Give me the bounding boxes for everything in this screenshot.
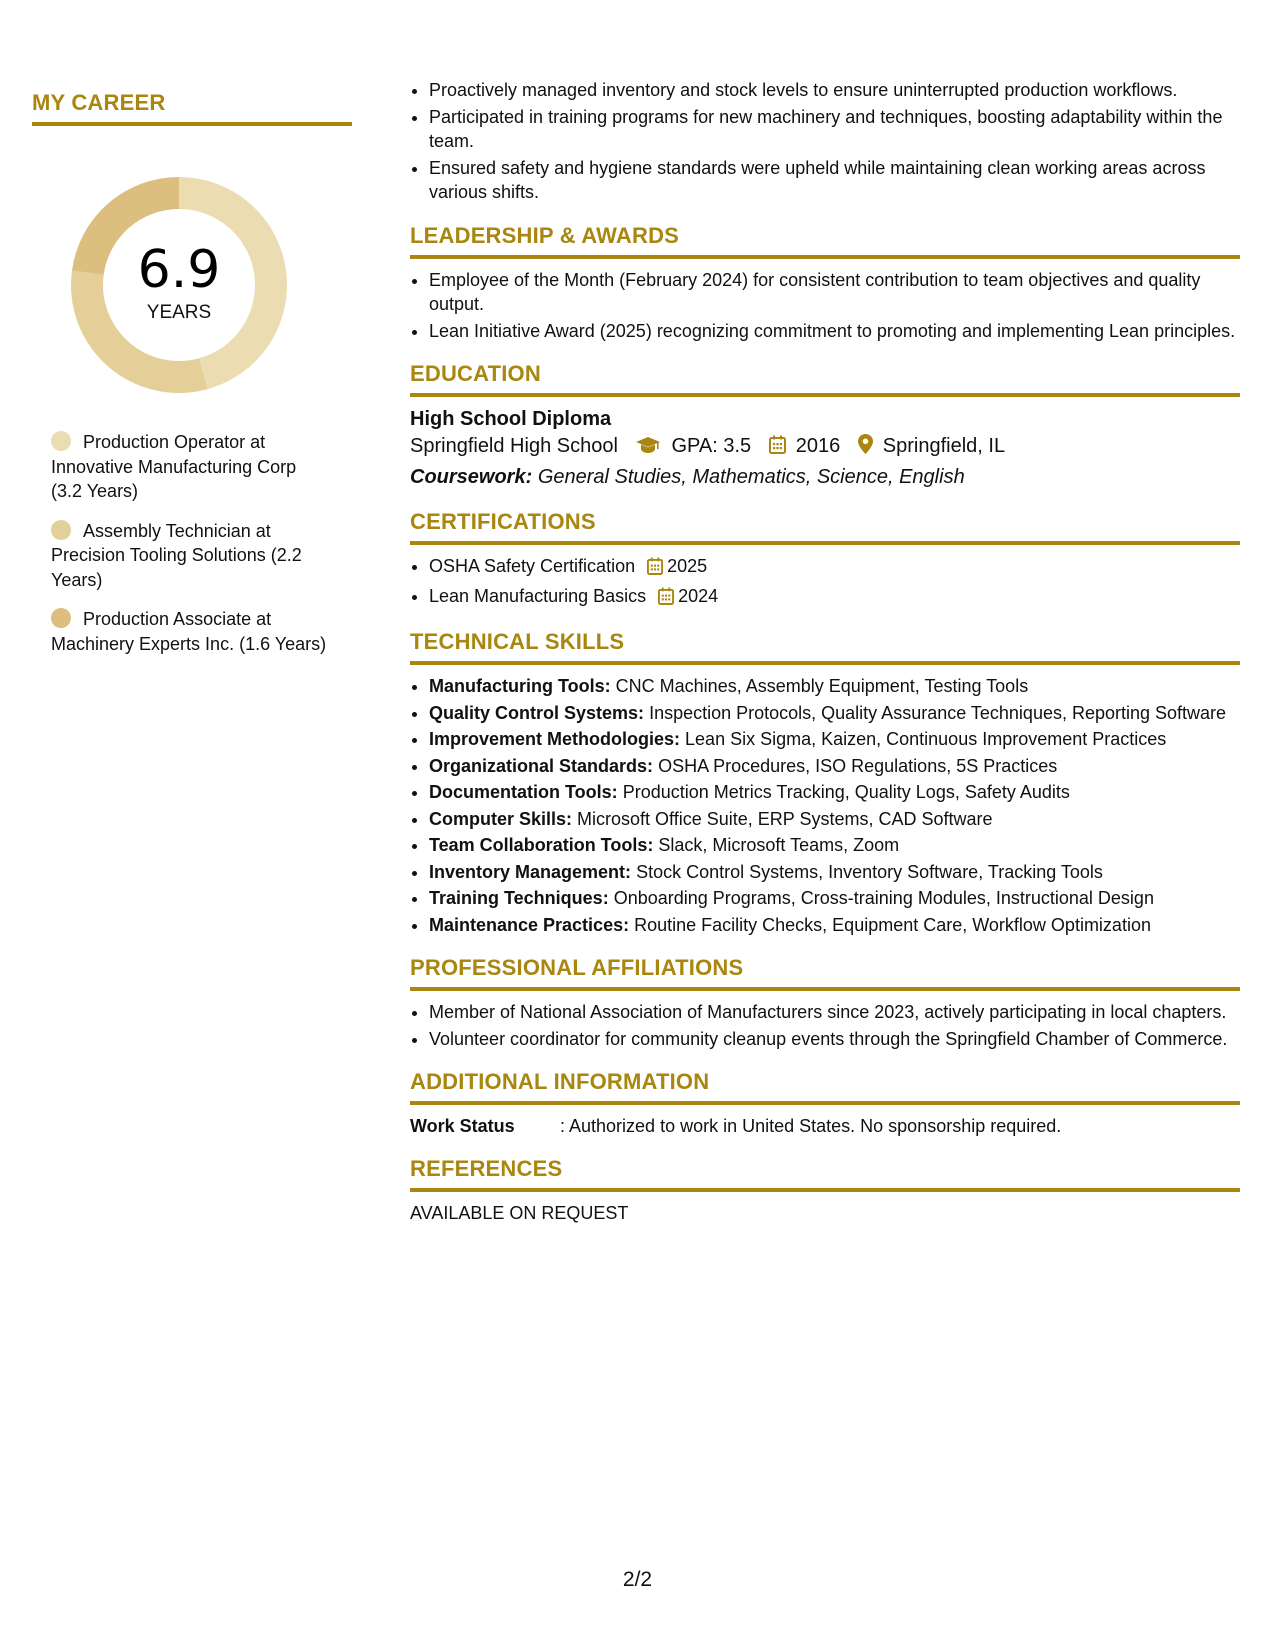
skill-values: Microsoft Office Suite, ERP Systems, CAD Software	[577, 808, 993, 829]
section-title: REFERENCES	[410, 1156, 1240, 1192]
location-pin-icon	[858, 434, 873, 463]
graduation-year: 2016	[795, 435, 841, 457]
coursework-label: Coursework:	[410, 466, 533, 488]
skill-values: Lean Six Sigma, Kaizen, Continuous Improvement Practices	[685, 729, 1167, 749]
skills-section	[410, 629, 1240, 937]
list-item: • Proactively managed inventory and stock levels to ensure uninterrupted production workflows.	[429, 78, 1240, 103]
skill-values: Slack, Microsoft Teams, Zoom	[658, 835, 900, 855]
education-details	[410, 432, 1240, 463]
skill-category: Team Collaboration Tools:	[429, 835, 654, 855]
leadership-list	[410, 268, 1240, 344]
legend-label: Production Operator at Innovative Manufacturing Corp (3.2 Years)	[51, 432, 297, 501]
skill-category: Training Techniques:	[429, 888, 609, 908]
education-section	[410, 361, 1240, 491]
list-item	[429, 554, 1240, 582]
career-sidebar	[32, 90, 352, 671]
section-title: ADDITIONAL INFORMATION	[410, 1069, 1240, 1105]
certifications-list	[410, 554, 1240, 611]
skill-category: Documentation Tools:	[429, 782, 618, 802]
list-item	[429, 780, 1240, 805]
list-item	[429, 727, 1240, 752]
list-item	[429, 701, 1240, 726]
list-item	[429, 860, 1240, 885]
graduation-cap-icon	[635, 434, 661, 463]
education-entry	[410, 406, 1240, 491]
list-item	[429, 886, 1240, 911]
school-location: Springfield, IL	[882, 435, 1006, 457]
cert-name: Lean Manufacturing Basics	[429, 585, 647, 606]
legend-dot	[51, 431, 71, 451]
legend-item	[51, 430, 331, 504]
legend-label: Assembly Technician at Precision Tooling Solutions (2.2 Years)	[51, 520, 302, 590]
degree: High School Diploma	[410, 408, 612, 430]
list-item	[429, 674, 1240, 699]
references-text: AVAILABLE ON REQUEST	[410, 1203, 629, 1223]
cert-year: 2024	[678, 585, 719, 606]
references-section	[410, 1156, 1240, 1225]
legend-item	[51, 519, 331, 593]
section-title: PROFESSIONAL AFFILIATIONS	[410, 955, 1240, 991]
calendar-icon	[647, 557, 663, 582]
gpa: GPA: 3.5	[671, 435, 752, 457]
certifications-section	[410, 509, 1240, 611]
skill-category: Quality Control Systems:	[429, 702, 645, 723]
legend-dot	[51, 608, 71, 628]
calendar-icon	[658, 587, 674, 612]
donut-center	[64, 170, 294, 400]
list-item	[429, 833, 1240, 858]
list-item	[429, 584, 1240, 612]
skill-values: Production Metrics Tracking, Quality Logs, Safety Audits	[622, 782, 1070, 802]
skill-values: CNC Machines, Assembly Equipment, Testing Tools	[615, 676, 1029, 696]
legend-item	[51, 607, 331, 656]
section-title: TECHNICAL SKILLS	[410, 629, 1240, 665]
section-title: CERTIFICATIONS	[410, 509, 1240, 545]
list-item: • Volunteer coordinator for community cleanup events through the Springfield Chamber of Commerce.	[429, 1027, 1240, 1052]
section-title: LEADERSHIP & AWARDS	[410, 223, 1240, 259]
skill-category: Computer Skills:	[429, 808, 573, 829]
list-item: • Member of National Association of Manufacturers since 2023, actively participating in local chapters.	[429, 1000, 1240, 1025]
skill-values: Stock Control Systems, Inventory Software, Tracking Tools	[636, 861, 1103, 882]
school-name: Springfield High School	[410, 435, 618, 457]
calendar-icon	[769, 434, 786, 463]
legend-dot	[51, 520, 71, 540]
coursework-value: General Studies, Mathematics, Science, English	[537, 466, 965, 488]
career-donut-chart	[64, 170, 294, 400]
section-title: EDUCATION	[410, 361, 1240, 397]
coursework	[410, 463, 1240, 491]
page-number: 2/2	[622, 1568, 653, 1591]
skills-list	[410, 674, 1240, 937]
list-item	[429, 754, 1240, 779]
list-item	[429, 807, 1240, 832]
work-status-row	[410, 1114, 1240, 1138]
cert-year: 2025	[667, 556, 708, 576]
skill-category: Maintenance Practices:	[429, 914, 630, 935]
skill-values: Routine Facility Checks, Equipment Care, Workflow Optimization	[634, 914, 1151, 935]
skill-category: Manufacturing Tools:	[429, 676, 611, 696]
affiliations-section	[410, 955, 1240, 1051]
work-status-key: Work Status	[410, 1116, 515, 1136]
total-years-value: 6.9	[137, 240, 221, 300]
skill-category: Organizational Standards:	[429, 755, 654, 776]
cert-name: OSHA Safety Certification	[429, 556, 636, 576]
experience-bullets	[410, 78, 1240, 205]
list-item	[429, 913, 1240, 938]
leadership-section	[410, 223, 1240, 344]
career-title: MY CAREER	[32, 90, 352, 126]
skill-category: Inventory Management:	[429, 861, 632, 882]
list-item: • Lean Initiative Award (2025) recognizing commitment to promoting and implementing Lean principles.	[429, 319, 1240, 344]
skill-category: Improvement Methodologies:	[429, 729, 681, 749]
additional-section	[410, 1069, 1240, 1138]
list-item: • Ensured safety and hygiene standards were upheld while maintaining clean working areas across various shifts.	[429, 156, 1240, 205]
list-item: • Employee of the Month (February 2024) for consistent contribution to team objectives and quality output.	[429, 268, 1240, 317]
career-legend	[51, 430, 331, 656]
skill-values: OSHA Procedures, ISO Regulations, 5S Practices	[658, 755, 1058, 776]
legend-label: Production Associate at Machinery Experts Inc. (1.6 Years)	[51, 609, 327, 654]
list-item: • Participated in training programs for new machinery and techniques, boosting adaptability within the team.	[429, 105, 1240, 154]
skill-values: Inspection Protocols, Quality Assurance Techniques, Reporting Software	[649, 702, 1227, 723]
affiliations-list	[410, 1000, 1240, 1051]
main-column	[410, 78, 1240, 1225]
work-status-value: : Authorized to work in United States. No sponsorship required.	[560, 1116, 1062, 1136]
total-years-unit: YEARS	[146, 302, 212, 323]
skill-values: Onboarding Programs, Cross-training Modules, Instructional Design	[613, 888, 1154, 908]
